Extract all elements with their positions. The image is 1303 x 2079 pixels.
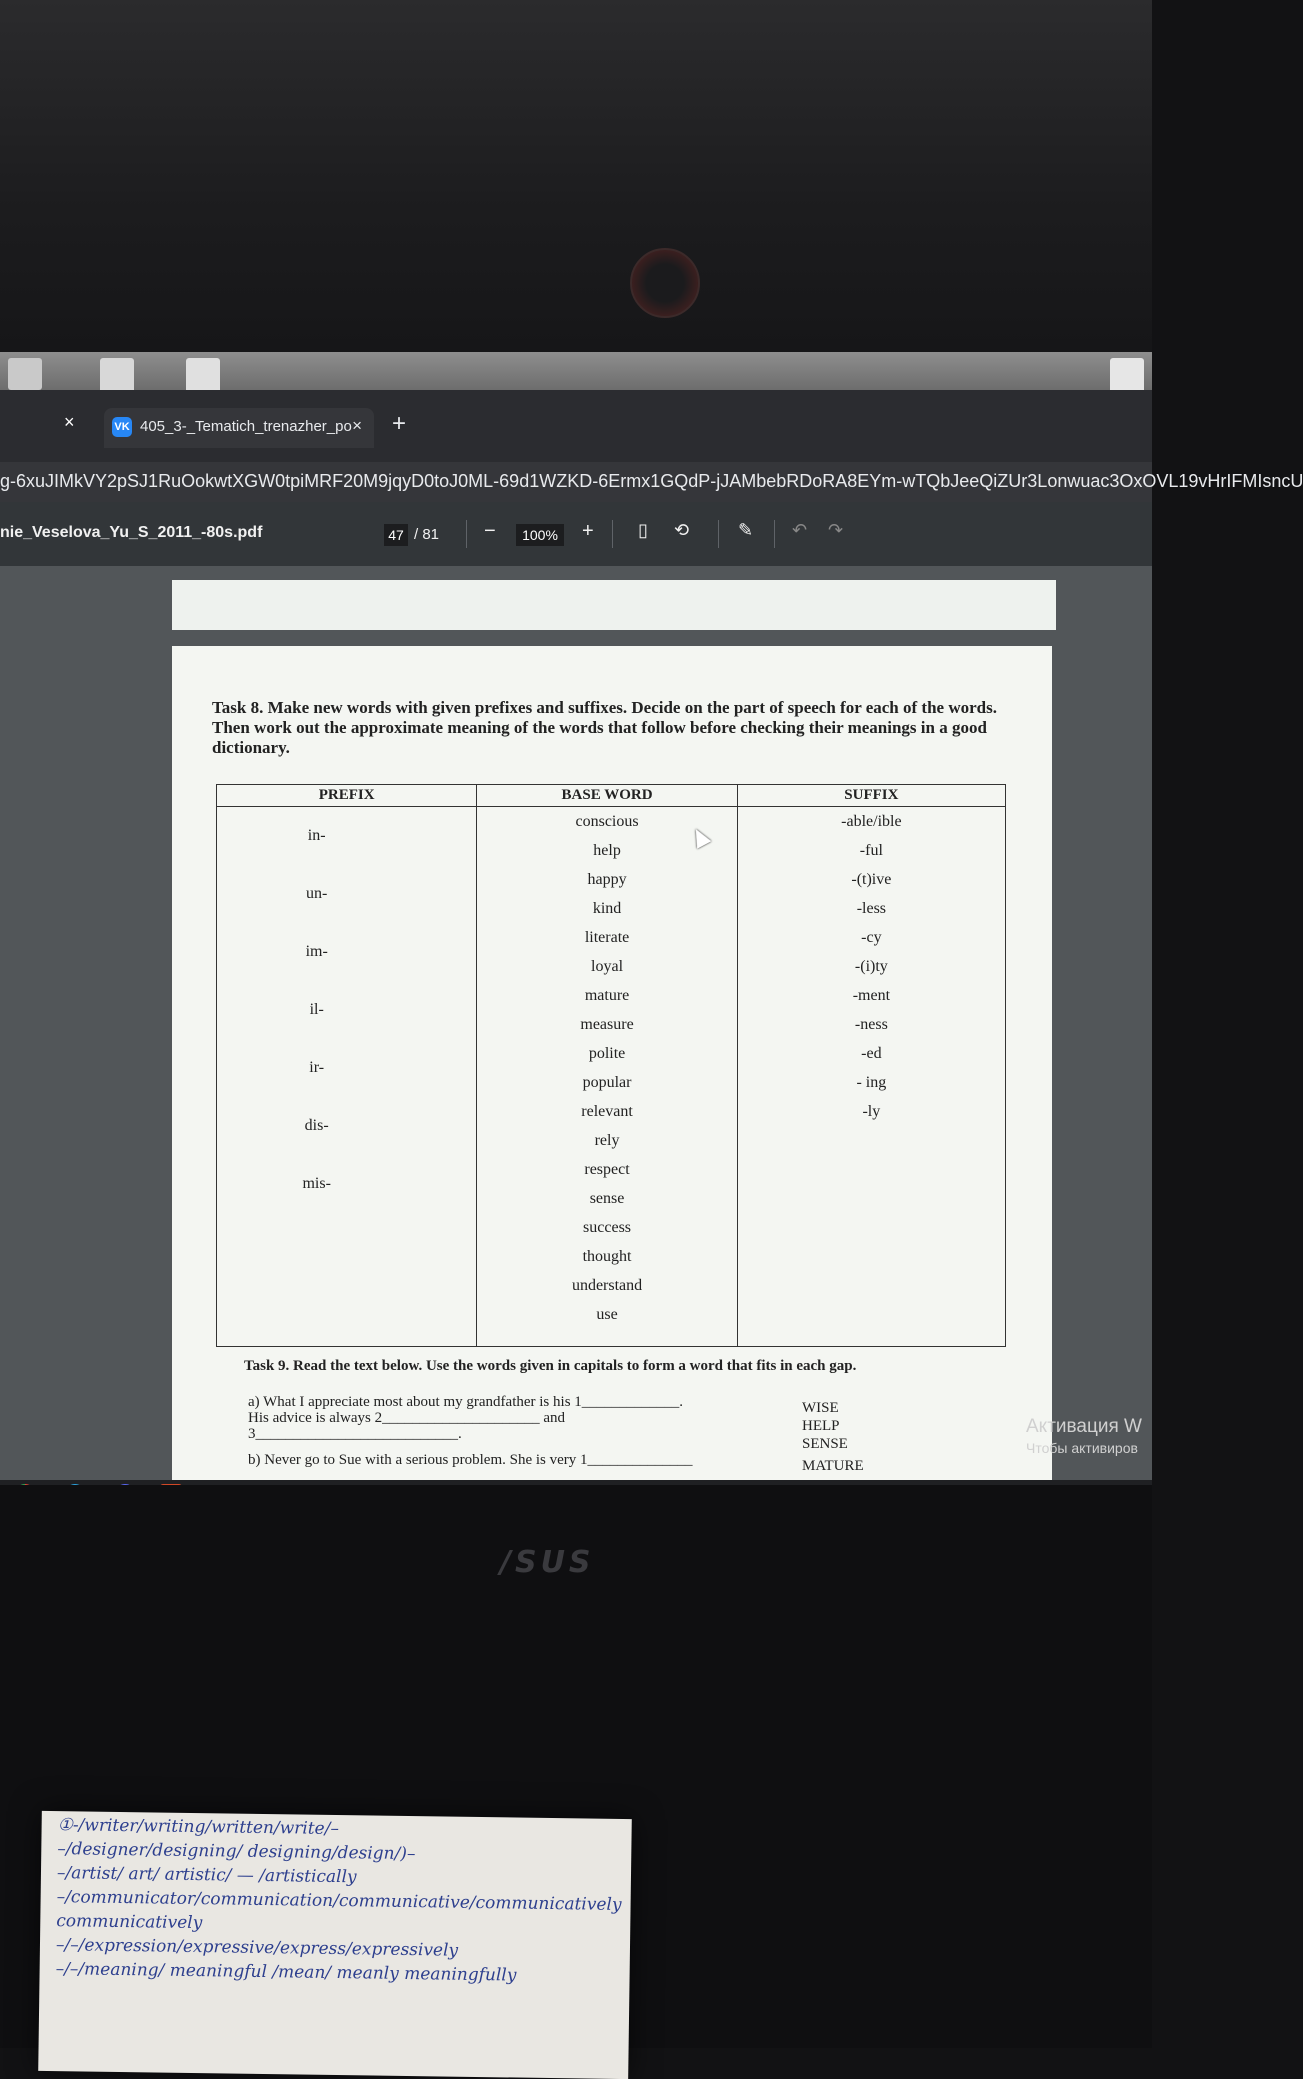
webcam (630, 248, 700, 318)
suffix-item: -cy (861, 929, 882, 946)
pdf-page (172, 646, 1052, 1506)
toolbar-divider (612, 520, 613, 548)
base-word-item: happy (587, 871, 627, 888)
handwritten-line: ①-/writer/writing/written/write/– (57, 1815, 340, 1840)
prefix-item: ir- (309, 1059, 325, 1076)
zoom-out-button[interactable]: − (484, 520, 496, 542)
suffix-item: -ed (861, 1045, 882, 1062)
prefix-column (217, 807, 477, 1347)
base-word-item: help (593, 842, 621, 859)
suffix-item: -able/ible (841, 813, 902, 830)
task8-heading: Task 8. Make new words with given prefixes and suffixes. Decide on the part of speech for each of the words. Then work out the approximate meaning of the words that follow before checking their meanings in a good dictionary. (212, 698, 997, 757)
tab-active[interactable] (104, 408, 374, 448)
handwritten-line: communicatively (56, 1911, 203, 1934)
handwritten-line: –/designer/designing/ designing/design/)– (57, 1839, 416, 1865)
caps-word: SENSE (802, 1436, 848, 1452)
base-word-item: measure (580, 1016, 634, 1033)
handwritten-line: –/–/expression/expressive/express/expressively (55, 1935, 459, 1961)
caps-word: WISE (802, 1400, 839, 1416)
suffix-item: -(t)ive (851, 871, 892, 888)
handwritten-notebook (38, 1811, 632, 2079)
previous-page (172, 580, 1056, 630)
base-word-item: respect (584, 1161, 630, 1178)
base-word-item: success (583, 1219, 632, 1236)
redo-icon[interactable]: ↷ (828, 520, 844, 540)
laptop-bezel-top (0, 0, 1152, 352)
toolbar-divider (774, 520, 775, 548)
suffix-item: -ly (862, 1103, 881, 1120)
table-header: PREFIX (217, 785, 477, 807)
caps-word: HELP (802, 1418, 840, 1434)
url-text[interactable]: g-6xuJIMkVY2pSJ1RuOokwtXGW0tpiMRF20M9jqyD0toJ0ML-69d1WZKD-6Ermx1GQdP-jJAMbebRDoRA8EYm-wTQbJeeQiZUr3Lonwuac3OxOVL19vHrIFMIsncU (0, 471, 1303, 491)
base-word-item: literate (584, 929, 630, 946)
tab-title: 405_3-_Tematich_trenazher_po (140, 418, 352, 435)
suffix-item: -ness (854, 1016, 888, 1033)
exercise-line: His advice is always 2_____________________ and (248, 1410, 566, 1426)
desktop-strip (0, 352, 1152, 390)
handwritten-line: –/artist/ art/ artistic/ — /artistically (56, 1863, 357, 1888)
close-tab-icon[interactable]: × (352, 416, 362, 435)
laptop-brand-logo: /SUS (500, 1545, 595, 1580)
pdf-file-name: nie_Veselova_Yu_S_2011_-80s.pdf (0, 524, 263, 541)
base-word-column (477, 807, 737, 1347)
suffix-item: -ment (852, 987, 891, 1004)
prefix-item: in- (307, 827, 326, 844)
exercise-line: b) Never go to Sue with a serious problem. She is very 1______________ (248, 1452, 693, 1468)
suffix-item: -(i)ty (854, 958, 888, 975)
prefix-item: dis- (304, 1117, 329, 1134)
toolbar-divider (466, 520, 467, 548)
zoom-in-button[interactable]: + (582, 520, 594, 542)
windows-activation-watermark (1026, 1416, 1142, 1456)
zoom-level-input[interactable]: 100% (516, 524, 564, 546)
pdf-toolbar (0, 502, 1152, 566)
exercise-line: 3___________________________. (248, 1426, 462, 1442)
fit-page-icon[interactable]: ▯ (638, 520, 648, 540)
suffix-item: - ing (856, 1074, 887, 1091)
draw-icon[interactable]: ✎ (738, 520, 754, 540)
prefix-item: il- (309, 1001, 324, 1018)
rotate-icon[interactable]: ⟲ (674, 520, 690, 540)
base-word-item: sense (589, 1190, 625, 1207)
prefix-item: im- (305, 943, 328, 960)
page-total: / 81 (414, 526, 440, 543)
handwritten-line: –/communicator/communication/communicative/communicatively (56, 1887, 622, 1915)
caps-word: MATURE (802, 1458, 864, 1474)
desktop-file-icon (8, 358, 42, 390)
base-word-item: relevant (581, 1103, 633, 1120)
prefix-item: mis- (302, 1175, 331, 1192)
new-tab-button[interactable]: + (392, 410, 407, 437)
base-word-item: understand (571, 1277, 643, 1294)
base-word-item: conscious (575, 813, 639, 830)
table-header: BASE WORD (477, 785, 737, 807)
browser-tab-bar (0, 390, 1152, 462)
activation-title: Активация W (1026, 1416, 1142, 1437)
base-word-item: kind (592, 900, 622, 917)
base-word-item: polite (588, 1045, 626, 1062)
page-number-input[interactable]: 47 (384, 524, 408, 546)
suffix-column (737, 807, 1005, 1347)
prefix-item: un- (306, 885, 328, 902)
undo-icon[interactable]: ↶ (792, 520, 808, 540)
base-word-item: loyal (591, 958, 624, 975)
pdf-viewer[interactable] (0, 566, 1152, 1485)
vk-icon: VK (112, 417, 132, 437)
base-word-item: mature (584, 987, 630, 1004)
exercise-line: a) What I appreciate most about my grandfather is his 1_____________. (248, 1394, 684, 1410)
task9-heading: Task 9. Read the text below. Use the words given in capitals to form a word that fits in each gap. (244, 1358, 857, 1374)
table-header: SUFFIX (737, 785, 1005, 807)
base-word-item: thought (582, 1248, 632, 1265)
base-word-item: popular (582, 1074, 632, 1091)
close-tab-icon[interactable]: × (64, 412, 75, 432)
laptop-bezel-bottom (0, 1485, 1152, 2048)
base-word-item: rely (594, 1132, 620, 1149)
base-word-item: use (596, 1306, 618, 1323)
toolbar-divider (718, 520, 719, 548)
suffix-item: -less (856, 900, 887, 917)
handwritten-line: –/–/meaning/ meaningful /mean/ meanly meaningfully (55, 1959, 517, 1986)
activation-subtitle: Чтобы активиров (1026, 1440, 1138, 1456)
word-formation-table (216, 784, 1006, 1347)
address-bar[interactable] (0, 462, 1303, 502)
suffix-item: -ful (859, 842, 883, 859)
